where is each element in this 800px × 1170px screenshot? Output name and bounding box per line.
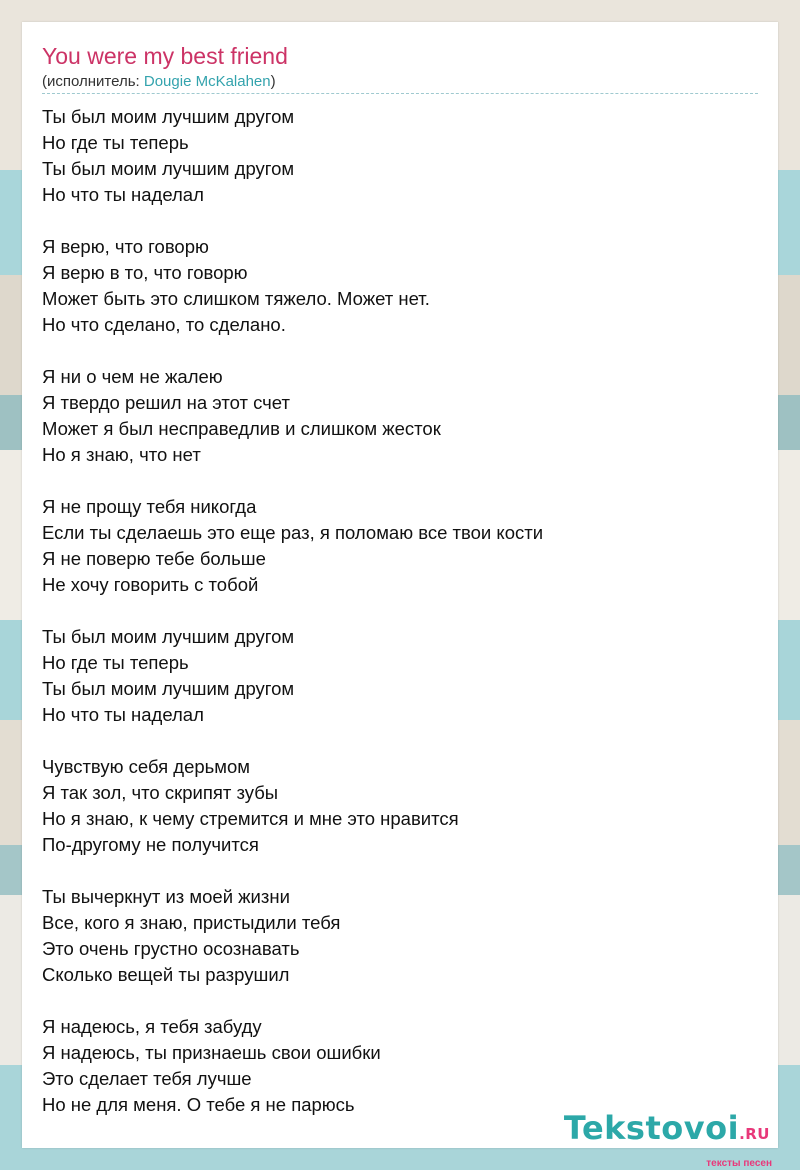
lyrics-text [42, 104, 758, 1144]
logo-tagline: тексты песен [706, 1158, 772, 1169]
artist-link[interactable]: Dougie McKalahen [143, 73, 271, 90]
lyrics-stanza [42, 884, 758, 988]
lyrics-stanza [42, 1014, 758, 1118]
lyrics-line: Я надеюсь, ты признаешь свои ошибки [42, 1042, 381, 1063]
song-title: You were my best friend [42, 43, 288, 69]
lyrics-line: Ты был моим лучшим другом [42, 626, 295, 647]
lyrics-line: Это сделает тебя лучше [42, 1068, 252, 1089]
lyrics-stanza [42, 234, 758, 338]
lyrics-line: Ты был моим лучшим другом [42, 106, 295, 127]
lyrics-line: По-другому не получится [42, 834, 259, 855]
lyrics-stanza [42, 104, 758, 208]
lyrics-line: Сколько вещей ты разрушил [42, 964, 290, 985]
logo-wordmark [564, 1110, 770, 1152]
lyrics-stanza [42, 624, 758, 728]
lyrics-line: Не хочу говорить с тобой [42, 574, 259, 595]
header-divider [42, 93, 758, 94]
lyrics-line: Я верю, что говорю [42, 236, 209, 257]
lyrics-line: Может быть это слишком тяжело. Может нет. [42, 288, 430, 309]
lyrics-line: Но что ты наделал [42, 704, 204, 725]
lyrics-stanza [42, 364, 758, 468]
lyrics-line: Я не прощу тебя никогда [42, 496, 257, 517]
lyrics-line: Я твердо решил на этот счет [42, 392, 290, 413]
lyrics-line: Я верю в то, что говорю [42, 262, 248, 283]
lyrics-card [22, 22, 778, 1148]
lyrics-line: Но где ты теперь [42, 132, 189, 153]
lyrics-line: Но не для меня. О тебе я не парюсь [42, 1094, 355, 1115]
lyrics-line: Ты был моим лучшим другом [42, 678, 295, 699]
lyrics-line: Но где ты теперь [42, 652, 189, 673]
lyrics-line: Я надеюсь, я тебя забуду [42, 1016, 262, 1037]
lyrics-line: Я так зол, что скрипят зубы [42, 782, 279, 803]
lyrics-stanza [42, 754, 758, 858]
lyrics-line: Но что сделано, то сделано. [42, 314, 286, 335]
lyrics-line: Все, кого я знаю, пристыдили тебя [42, 912, 341, 933]
artist-prefix: (исполнитель: [42, 73, 144, 90]
artist-suffix: ) [270, 73, 276, 90]
lyrics-stanza [42, 494, 758, 598]
lyrics-line: Но что ты наделал [42, 184, 204, 205]
lyrics-line: Я ни о чем не жалею [42, 366, 223, 387]
lyrics-line: Но я знаю, к чему стремится и мне это нравится [42, 808, 459, 829]
logo-name: Tekstovoi [563, 1109, 740, 1147]
lyrics-line: Я не поверю тебе больше [42, 548, 266, 569]
lyrics-line: Чувствую себя дерьмом [42, 756, 251, 777]
lyrics-line: Может я был несправедлив и слишком жесток [42, 418, 441, 439]
lyrics-line: Ты вычеркнут из моей жизни [42, 886, 290, 907]
lyrics-line: Но я знаю, что нет [42, 444, 201, 465]
lyrics-line: Ты был моим лучшим другом [42, 158, 295, 179]
lyrics-line: Это очень грустно осознавать [42, 938, 300, 959]
lyrics-line: Если ты сделаешь это еще раз, я поломаю все твои кости [42, 522, 544, 543]
artist-line [42, 73, 276, 91]
logo-domain: .RU [739, 1125, 770, 1143]
site-logo[interactable] [564, 1110, 770, 1152]
